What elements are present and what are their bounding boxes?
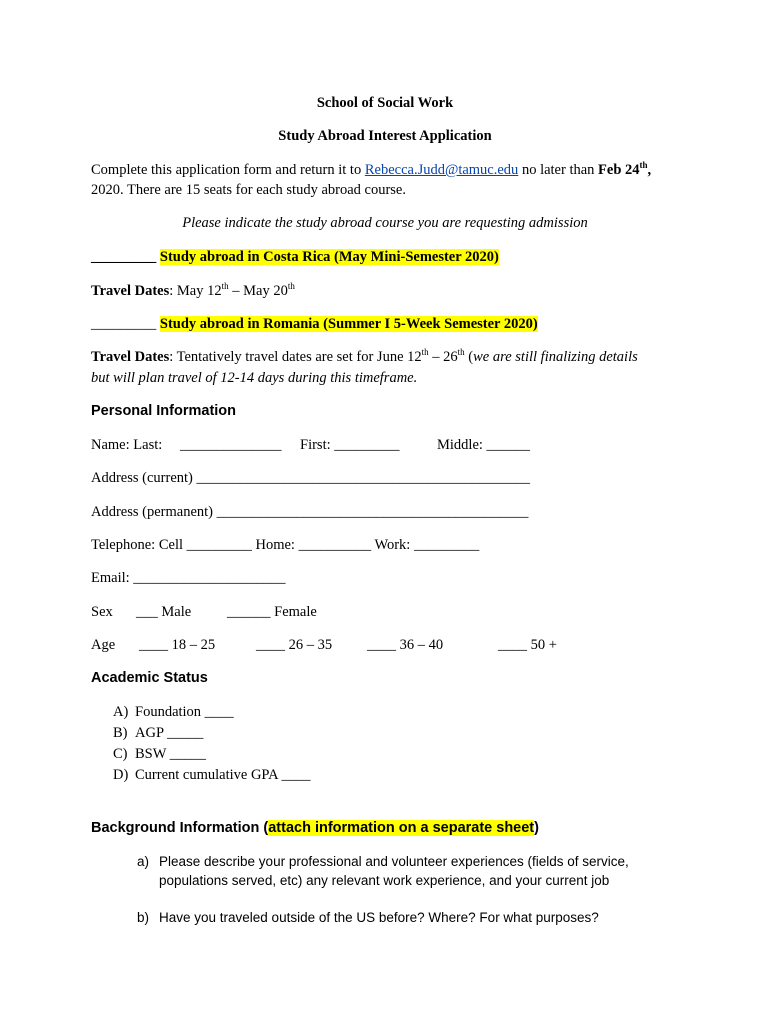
travel-note-romania: but will plan travel of 12-14 days during this timeframe. [91,370,418,386]
name-last-field[interactable]: ______________ [180,437,282,453]
list-item-text: Foundation ____ [135,704,234,720]
intro-text: Complete this application form and return it to [91,162,365,178]
age-option-50-plus[interactable]: ____ 50 + [498,637,557,653]
list-marker: D) [113,767,129,783]
address-current-field[interactable]: Address (current) ______________________________________________ [91,470,530,486]
course-instruction: Please indicate the study abroad course you are requesting admission [182,215,588,231]
list-marker: b) [137,910,150,925]
age-option-26-35[interactable]: ____ 26 – 35 [256,637,333,653]
telephone-fields[interactable]: Telephone: Cell _________ Home: __________ Work: _________ [91,537,480,553]
course-label: Study abroad in Costa Rica (May Mini-Semester 2020) [159,249,499,265]
deadline: Feb 24th, [598,160,652,178]
intro-text-2: no later than [518,162,599,178]
background-info-heading: Background Information (attach information on a separate sheet) [91,820,539,836]
background-item-a-line2: populations served, etc) any relevant work experience, and your current job [159,873,610,888]
academic-item-agp[interactable] [113,724,203,742]
academic-item-foundation[interactable] [113,703,234,721]
address-permanent-field[interactable]: Address (permanent) ___________________________________________ [91,504,529,520]
name-last-label: Name: Last: [91,437,163,453]
list-marker: a) [137,854,150,869]
sex-male-option[interactable]: ___ Male [136,604,192,620]
list-item-text: AGP _____ [135,725,204,741]
course-option-romania[interactable] [91,315,538,333]
age-label: Age [91,637,116,653]
background-item-a[interactable] [137,852,629,871]
age-option-18-25[interactable]: ____ 18 – 25 [139,637,216,653]
age-option-36-40[interactable]: ____ 36 – 40 [367,637,444,653]
list-marker: A) [113,704,129,720]
academic-item-bsw[interactable] [113,745,206,763]
course-label: Study abroad in Romania (Summer I 5-Week Semester 2020) [159,316,538,332]
list-item-text: Current cumulative GPA ____ [135,767,311,783]
sex-female-option[interactable]: ______ Female [227,604,317,620]
attach-note-highlight: attach information on a separate sheet [268,820,535,836]
list-item-text: Please describe your professional and volunteer experiences (fields of service, [159,854,629,869]
email-link[interactable]: Rebecca.Judd@tamuc.edu [364,162,519,178]
travel-dates-label: Travel Dates [91,349,170,365]
list-marker: C) [113,746,128,762]
list-item-text: Have you traveled outside of the US before? Where? For what purposes? [159,910,599,925]
personal-info-heading: Personal Information [91,403,237,419]
academic-item-gpa[interactable] [113,766,310,784]
course-option-costa-rica[interactable] [91,248,499,266]
travel-dates-romania: Travel Dates: Tentatively travel dates are set for June 12th – 26th (we are still finalizing details [91,347,638,365]
travel-dates-costa-rica: Travel Dates: May 12th – May 20th [91,281,295,299]
name-first-field[interactable]: First: _________ [300,437,400,453]
list-marker: B) [113,725,128,741]
course-blank[interactable]: _________ [91,249,157,265]
intro-line-1 [91,161,651,179]
name-middle-field[interactable]: Middle: ______ [437,437,531,453]
background-item-b[interactable] [137,908,599,927]
form-title: Study Abroad Interest Application [278,128,492,144]
sex-label: Sex [91,604,113,620]
travel-dates-label: Travel Dates [91,283,170,299]
school-name: School of Social Work [316,95,454,111]
email-field[interactable]: Email: _____________________ [91,570,286,586]
list-item-text: BSW _____ [135,746,207,762]
academic-status-heading: Academic Status [91,670,208,686]
course-blank[interactable]: _________ [91,316,157,332]
intro-line-2: 2020. There are 15 seats for each study abroad course. [91,182,406,198]
